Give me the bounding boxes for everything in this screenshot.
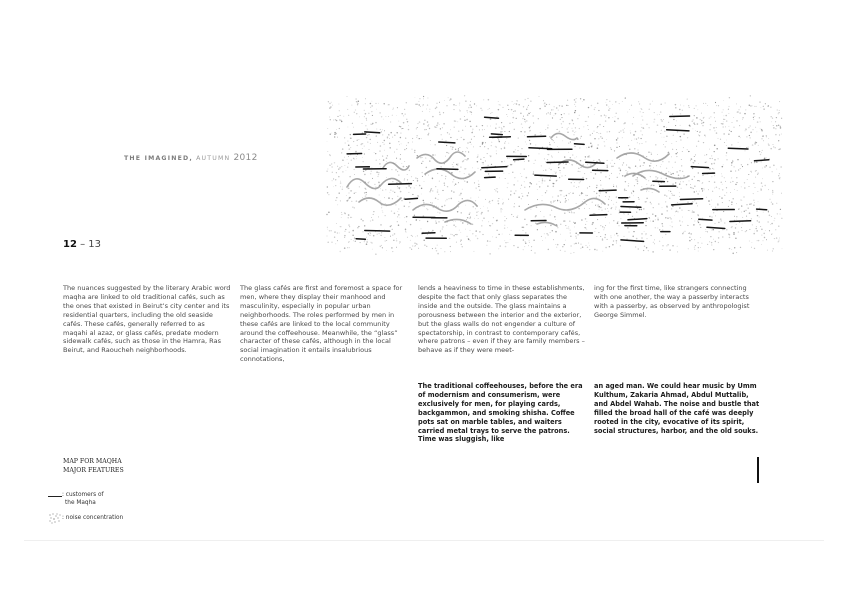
legend-label-cont: the Maqha xyxy=(65,499,96,506)
header-title: THE IMAGINED, xyxy=(124,155,193,162)
legend-item-noise xyxy=(48,515,158,529)
noise-concentration-dots xyxy=(326,95,782,255)
legend-item-customers xyxy=(48,492,158,506)
customer-dash-marks xyxy=(347,116,769,241)
map-title-line-2: MAJOR FEATURES xyxy=(63,467,124,474)
noise-dots-icon xyxy=(48,512,62,524)
bottom-divider xyxy=(24,540,824,541)
text-column-3: lends a heaviness to time in these establishments, despite the fact that only glass separates the inside and the outside. The glass maintains a porousness between the interior and the exterior, but the glass walls do not engender a culture of spectatorship, in contrast to contemporary cafés, where patrons – even if they are family members – behave as if they were meet- xyxy=(418,284,585,355)
text-column-2: The glass cafés are first and foremost a space for men, where they display their manhood and masculinity, especially in popular urban neighborhoods. The roles performed by men in these cafés are linked to the local community around the coffeehouse. Meanwhile, the “glass” character of these cafés, although in the local social imagination it entails insalubrious connotations, xyxy=(240,284,403,364)
map-legend xyxy=(48,492,158,529)
text-column-4: ing for the first time, like strangers connecting with one another, the way a passerby interacts with a passerby, as observed by anthropologist George Simmel. xyxy=(594,284,750,319)
maqha-map-illustration xyxy=(325,92,785,264)
map-title xyxy=(63,457,124,475)
bold-text-column-2: an aged man. We could hear music by Umm Kulthum, Zakaria Ahmad, Abdul Muttalib, and Abdel Wahab. The noise and bustle that filled the broad hall of the café was deeply rooted in the city, evocative of its spirit, social structures, harbor, and the old souks. xyxy=(594,382,760,435)
vertical-rule xyxy=(757,457,759,483)
running-header xyxy=(124,153,258,163)
legend-label: : noise concentration xyxy=(62,515,124,521)
map-title-line-1: MAP FOR MAQHA xyxy=(63,458,122,465)
page-numbers xyxy=(63,239,101,250)
dash-line-icon xyxy=(48,496,62,497)
page-number-next: 13 xyxy=(88,239,102,250)
text-column-1: The nuances suggested by the literary Arabic word maqha are linked to old traditional cafés, such as the ones that existed in Beirut’s city center and its residential quarters, including the old seaside cafés. These cafés, generally referred to as maqahi al azaz, or glass cafés, predate modern sidewalk cafés, such as those in the Hamra, Ras Beirut, and Raoucheh neighborhoods. xyxy=(63,284,231,355)
bold-text-column-1: The traditional coffeehouses, before the era of modernism and consumerism, were exclusively for men, for playing cards, backgammon, and smoking shisha. Coffee pots sat on marble tables, and waiters carried metal trays to serve the patrons. Time was sluggish, like xyxy=(418,382,583,444)
page-number-separator: – xyxy=(80,239,86,250)
header-year: 2012 xyxy=(233,153,258,163)
header-season: AUTUMN xyxy=(196,155,231,162)
page-number-current: 12 xyxy=(63,239,77,250)
legend-label: : customers of xyxy=(62,492,104,498)
